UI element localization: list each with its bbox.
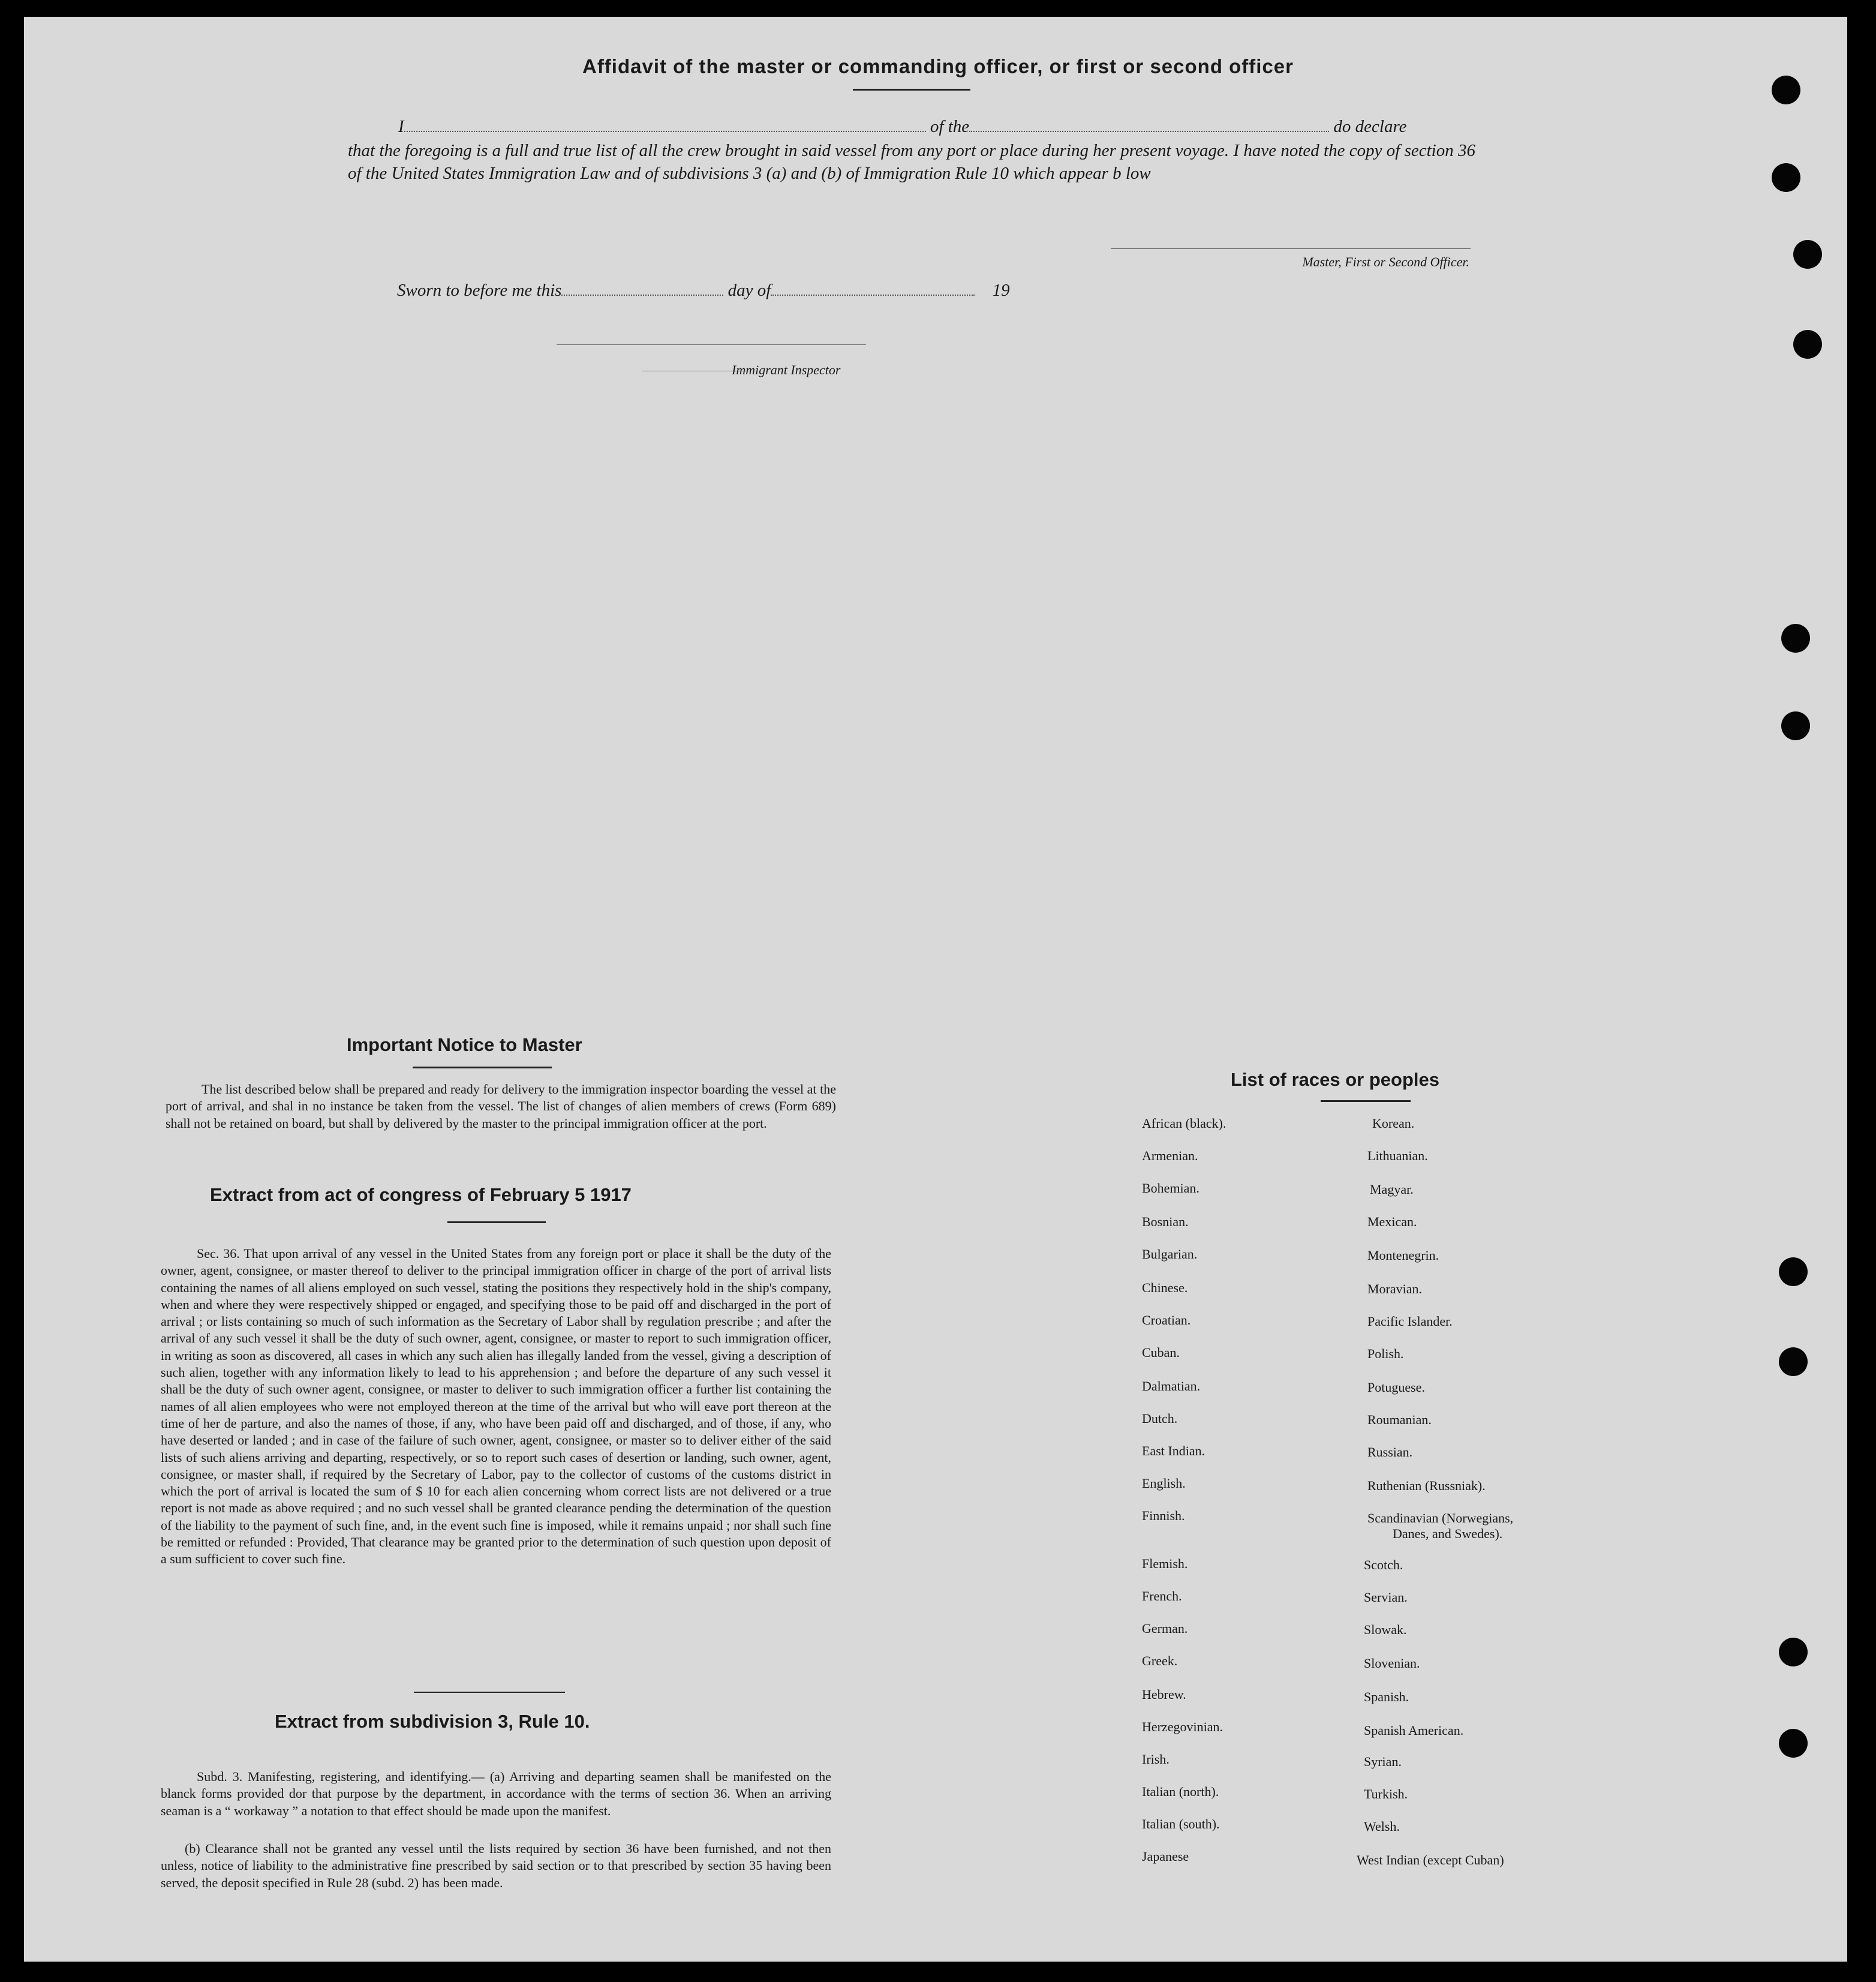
race-item: Croatian. — [1142, 1313, 1191, 1328]
race-item: Dalmatian. — [1142, 1379, 1201, 1394]
race-item: Slovenian. — [1364, 1656, 1420, 1671]
race-item: Roumanian. — [1367, 1412, 1432, 1427]
race-item: Herzegovinian. — [1142, 1719, 1223, 1734]
rule-extract-title: Extract from subdivision 3, Rule 10. — [275, 1711, 590, 1732]
punch-hole — [1779, 1347, 1808, 1376]
act-extract-text: Sec. 36. That upon arrival of any vessel in the United States from any foreign port or place it shall be the duty of the owner, agent, consignee, or master thereof to deliver to the principal immigration officer in charge of the port of arrival lists containing the names of all aliens employed on such vessel, stating the positions they respectively hold in the ship's company, when and where they were respectively shipped or engaged, and specifying those to be paid off and discharged in the port of arrival ; or lists containing so much of such information as the Secretary of Labor shall by regulation prescribe ; and after the arrival of any such vessel it shall be the duty of such owner, agent, consignee, or master to report to such immigration officer, in writing as soon as discovered, all cases in which any such alien has illegally landed from the vessel, giving a description of such alien, together with any information likely to lead to his apprehension ; and before the departure of any such vessel it shall be the duty of such owner agent, consignee, or master to deliver to such immigration officer a further list containing the names of all alien employees who were not employed thereon at the time of the arrival but who will eave port thereon at the time of her de parture, and also the names of those, if any, who have been paid off and discharged, and of those, if any, who have deserted or landed ; and in case of the failure of such owner, agent, consignee, or master so to deliver either of the said lists of such aliens arriving and departing, respectively, or so to report such cases of desertion or landing, such owner, agent, consignee, or master shall, if required by the Secretary of Labor, pay to the collector of customs of the customs district in which the port of arrival is located the sum of $ 10 for each alien concerning whom correct lists are not delivered or a true report is not made as above required ; and no such vessel shall be granted clearance pending the determination of the question of the liability to the payment of such fine, and, in the event such fine is imposed, while it remains unpaid ; nor shall such fine be remitted or refunded : Provided, That clearance may be granted prior to the determination of such question upon deposit of a sum sufficient to cover such fine. — [161, 1246, 831, 1567]
race-item: Armenian. — [1142, 1148, 1198, 1163]
punch-hole — [1779, 1729, 1808, 1758]
form-sheet — [24, 17, 1847, 1962]
punch-hole — [1779, 1257, 1808, 1286]
race-item: Russian. — [1367, 1445, 1413, 1460]
race-item: Cuban. — [1142, 1345, 1180, 1360]
affidavit-title: Affidavit of the master or commanding officer, or first or second officer — [582, 55, 1294, 77]
race-item: German. — [1142, 1621, 1188, 1636]
notice-text: The list described below shall be prepared and ready for delivery to the immigration inspector boarding the vessel at the port of arrival, and shal in no instance be taken from the vessel. The list of changes of alien members of crews (Form 689) shall not be retained on board, but shall by delivered by the master to the principal immigration officer at the port. — [166, 1082, 836, 1131]
rule-subd-b: (b) Clearance shall not be granted any vessel until the lists required by section 36 have been furnished, and not then unless, notice of liability to the administrative fine prescribed by said section or to that prescribed by section 35 having been served, the deposit specified in Rule 28 (subd. 2) has been made. — [161, 1841, 831, 1890]
race-item: Pacific Islander. — [1367, 1314, 1453, 1329]
punch-hole — [1793, 330, 1822, 359]
race-item: Italian (north). — [1142, 1784, 1219, 1799]
affidavit-declaration-line: I of the do declare — [398, 117, 1407, 136]
affidavit-title-underline — [853, 89, 970, 91]
race-item: Bohemian. — [1142, 1181, 1199, 1196]
notice-title-underline — [413, 1067, 552, 1068]
vessel-field[interactable] — [969, 131, 1329, 132]
punch-hole — [1781, 711, 1810, 740]
race-item: Finnish. — [1142, 1508, 1185, 1523]
rule-subd-a: Subd. 3. Manifesting, registering, and identifying.— (a) Arriving and departing seamen shall be manifested on the blanck forms provided dor that purpose by the department, in accordance with the terms of section 36. When an arriving seaman is a “ workaway ” a notation to that effect should be made upon the manifest. — [161, 1769, 831, 1818]
race-item: African (black). — [1142, 1116, 1226, 1131]
punch-hole — [1779, 1638, 1808, 1666]
race-item: Polish. — [1367, 1346, 1404, 1361]
race-item: Slowak. — [1364, 1622, 1407, 1637]
race-item: Irish. — [1142, 1752, 1170, 1767]
race-item: Mexican. — [1367, 1214, 1417, 1229]
race-item: English. — [1142, 1476, 1186, 1491]
race-item: Danes, and Swedes). — [1393, 1526, 1503, 1541]
punch-hole — [1772, 163, 1800, 192]
race-item: Potuguese. — [1367, 1380, 1425, 1395]
race-item: Magyar. — [1370, 1182, 1414, 1197]
affidavit-body: that the foregoing is a full and true list of all the crew brought in said vessel from any port or place during her present voyage. I have noted the copy of section 36 of the United States Immigration Law and of subdivisions 3 (a) and (b) of Immigration Rule 10 which appear b low — [348, 141, 1475, 183]
signature-line[interactable] — [1111, 248, 1471, 249]
race-item: Spanish American. — [1364, 1723, 1464, 1738]
inspector-signature-line[interactable] — [557, 344, 866, 345]
race-item: East Indian. — [1142, 1443, 1205, 1458]
race-item: Greek. — [1142, 1653, 1178, 1668]
name-field[interactable] — [404, 131, 926, 132]
act-extract-underline — [447, 1221, 546, 1223]
race-item: Turkish. — [1364, 1786, 1408, 1801]
notice-title: Important Notice to Master — [347, 1034, 582, 1055]
races-title: List of races or peoples — [1231, 1069, 1439, 1090]
sworn-line: Sworn to before me this day of 19 — [397, 281, 1010, 300]
race-item: Italian (south). — [1142, 1816, 1220, 1831]
race-item: Scotch. — [1364, 1557, 1403, 1572]
sworn-day-field[interactable] — [561, 295, 723, 296]
race-item: Syrian. — [1364, 1754, 1402, 1769]
sworn-month-field[interactable] — [771, 295, 975, 296]
race-item: Ruthenian (Russniak). — [1367, 1478, 1486, 1493]
race-item: Servian. — [1364, 1590, 1408, 1605]
race-item: Welsh. — [1364, 1819, 1400, 1834]
race-item: Lithuanian. — [1367, 1148, 1428, 1163]
race-item: Korean. — [1372, 1116, 1415, 1131]
race-item: Bulgarian. — [1142, 1247, 1198, 1262]
punch-hole — [1793, 240, 1822, 269]
race-item: Dutch. — [1142, 1411, 1178, 1426]
race-item: Flemish. — [1142, 1556, 1188, 1571]
section-divider — [414, 1692, 565, 1693]
punch-hole — [1772, 76, 1800, 104]
race-item: Spanish. — [1364, 1689, 1409, 1704]
punch-hole — [1781, 624, 1810, 653]
race-item: Japanese — [1142, 1849, 1189, 1864]
race-item: Chinese. — [1142, 1280, 1188, 1295]
race-item: Hebrew. — [1142, 1687, 1186, 1702]
race-item: West Indian (except Cuban) — [1357, 1852, 1504, 1867]
signature-label: Master, First or Second Officer. — [1302, 254, 1469, 269]
races-title-underline — [1321, 1100, 1411, 1102]
race-item: French. — [1142, 1588, 1182, 1603]
race-item: Moravian. — [1367, 1281, 1423, 1296]
act-extract-title: Extract from act of congress of February 5 1917 — [210, 1184, 632, 1205]
inspector-label: Immigrant Inspector — [732, 362, 841, 377]
race-item: Montenegrin. — [1367, 1248, 1439, 1263]
race-item: Bosnian. — [1142, 1214, 1189, 1229]
race-item: Scandinavian (Norwegians, — [1367, 1510, 1514, 1525]
